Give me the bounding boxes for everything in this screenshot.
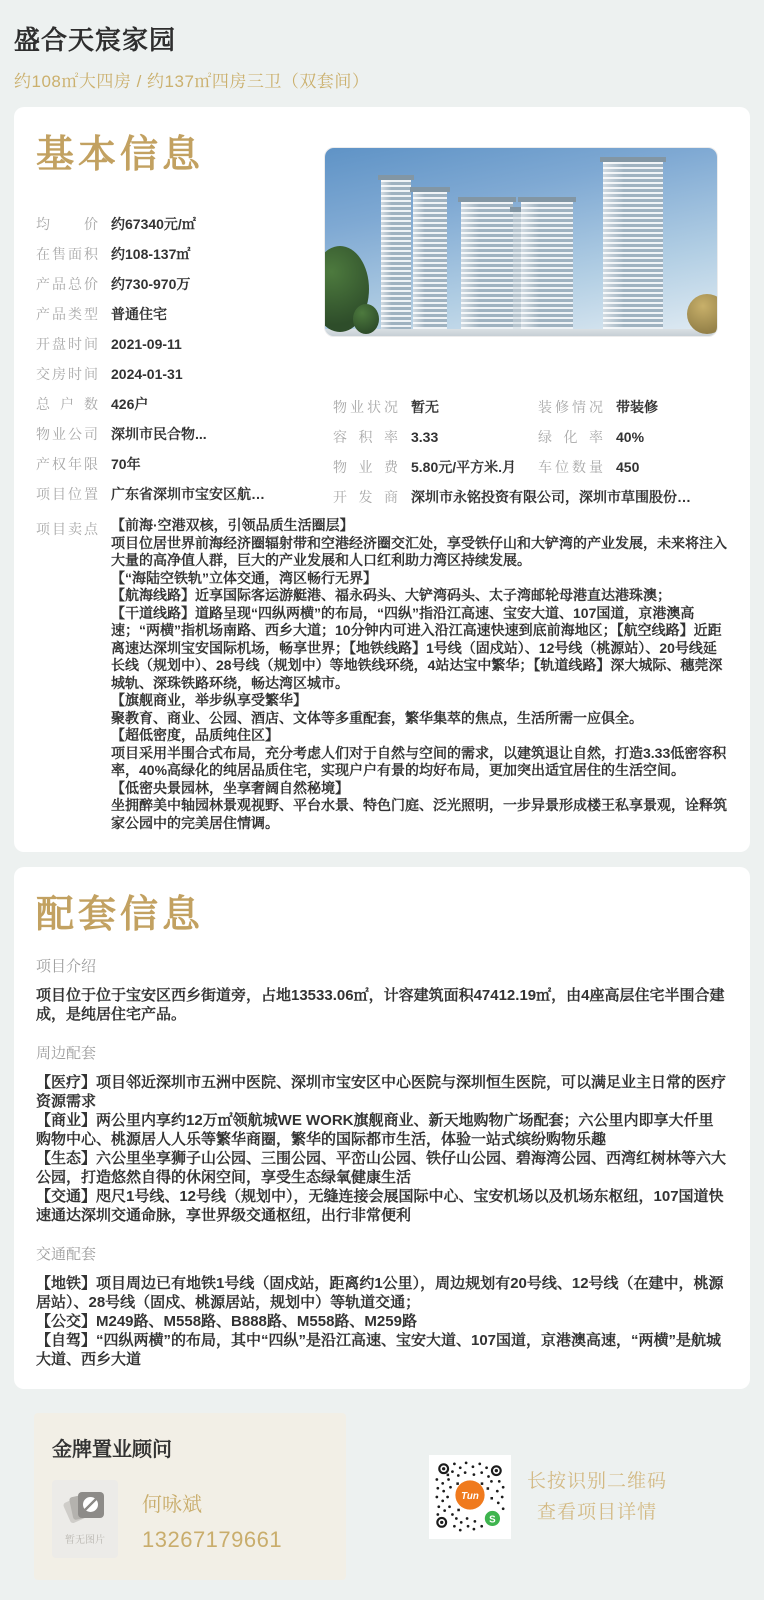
info-label: 产品总价 [36, 276, 98, 292]
selling-paragraph: 项目采用半围合式布局，充分考虑人们对于自然与空间的需求，以建筑退让自然，打造3.33低密容积率，40%高绿化的纯居品质住宅，实现户户有景的均好布局，更加突出适宜居住的生活空间。 [111, 744, 727, 778]
selling-points-text [111, 517, 728, 832]
facility-paragraph: 【交通】咫尺1号线、12号线（规划中），无缝连接会展国际中心、宝安机场以及机场东枢纽，107国道快速通达深圳交通命脉，享世界级交通枢纽，出行非常便利 [36, 1188, 724, 1224]
info-label: 总户数 [36, 396, 98, 412]
consultant-section [14, 1413, 750, 1580]
building-tower-graphic [521, 202, 573, 330]
info-row [36, 269, 336, 299]
building-tower-graphic [513, 212, 521, 330]
building-tower-graphic [413, 192, 447, 330]
info-value: 约730-970万 [111, 276, 191, 292]
selling-paragraph: 【低密央景园林，坐享奢阔自然秘境】 [111, 779, 349, 796]
info-value: 带装修 [616, 399, 658, 415]
svg-text:Tun: Tun [461, 1490, 479, 1502]
qr-code[interactable] [429, 1455, 511, 1539]
info-row [36, 209, 336, 239]
avatar [52, 1480, 118, 1558]
intro-paragraphs [36, 986, 728, 1024]
tree-graphic [353, 304, 379, 334]
facility-paragraph: 【生态】六公里坐享狮子山公园、三围公园、平峦山公园、铁仔山公园、碧海湾公园、西湾红树林等六大公园，打造悠然自得的休闲空间，享受生态绿氧健康生活 [36, 1150, 727, 1186]
info-row [36, 239, 336, 269]
selling-paragraph: 坐拥醉美中轴园林景观视野、平台水景、特色门庭、泛光照明，一步异景形成楼王私享景观，诠释筑家公园中的完美居住情调。 [111, 797, 727, 831]
info-label: 开盘时间 [36, 336, 98, 352]
developer-row [333, 482, 728, 512]
info-cell [333, 422, 538, 452]
basic-info-card [14, 107, 750, 852]
info-row [36, 419, 336, 449]
selling-paragraph: 【超低密度，品质纯住区】 [111, 727, 279, 743]
facility-paragraph: 【商业】两公里内享约12万㎡领航城WE WORK旗舰商业、新天地购物广场配套；六公里内即享大仟里购物中心、桃源居人人乐等繁华商圈，繁华的国际都市生活，体验一站式缤纷购物乐趣 [36, 1112, 714, 1148]
surroundings-paragraphs [36, 1073, 728, 1225]
facilities-heading: 配套信息 [36, 894, 205, 936]
info-cell [538, 452, 728, 482]
info-value: 3.33 [411, 429, 439, 445]
info-value: 约67340元/㎡ [111, 216, 196, 232]
info-label: 容积率 [333, 429, 398, 445]
selling-points-label: 项目卖点 [36, 521, 98, 537]
consultant-heading: 金牌置业顾问 [52, 1439, 172, 1461]
info-cell [333, 392, 538, 422]
property-photo[interactable] [324, 147, 718, 337]
info-label: 交房时间 [36, 366, 98, 382]
info-value: 450 [616, 459, 640, 475]
transport-paragraphs [36, 1274, 728, 1369]
ground-graphic [325, 329, 717, 336]
selling-paragraph: 【航海线路】近享国际客运游艇港、福永码头、大铲湾码头、太子湾邮轮母港直达港珠澳； [111, 587, 671, 603]
info-row [36, 329, 336, 359]
info-cell [333, 452, 538, 482]
facilities-card [14, 867, 750, 1389]
info-label: 物业费 [333, 459, 398, 475]
selling-paragraph: 【“海陆空铁轨”立体交通，湾区畅行无界】 [111, 569, 377, 586]
info-label: 装修情况 [538, 399, 603, 415]
info-value: 2024-01-31 [111, 366, 183, 382]
info-row [36, 359, 336, 389]
info-cell [538, 392, 728, 422]
consultant-name: 何咏斌 [142, 1494, 202, 1516]
section-label-intro: 项目介绍 [36, 958, 97, 975]
selling-points-row [36, 517, 728, 832]
info-value: 深圳市民合物... [111, 426, 207, 442]
selling-paragraph: 项目位居世界前海经济圈辐射带和空港经济圈交汇处，享受铁仔山和大铲湾的产业发展，未来将注入大量的高净值人群，巨大的产业发展和人口红利助力湾区持续发展。 [111, 534, 727, 568]
page-title: 盛合天宸家园 [14, 25, 177, 55]
page-subtitle: 约108㎡大四房 / 约137㎡四房三卫（双套间） [14, 72, 370, 91]
tree-graphic [687, 294, 718, 334]
info-value: 广东省深圳市宝安区航… [111, 486, 265, 502]
info-label: 物业公司 [36, 426, 98, 442]
no-image-icon [66, 1492, 104, 1524]
qr-caption-line2: 查看项目详情 [536, 1501, 657, 1523]
facility-paragraph: 【地铁】项目周边已有地铁1号线（固戍站，距离约1公里），周边规划有20号线、12号线（在建中，桃源居站）、28号线（固戍、桃源居站，规划中）等轨道交通； [36, 1275, 724, 1311]
selling-paragraph: 【干道线路】道路呈现“四纵两横”的布局，“四纵”指沿江高速、宝安大道、107国道，京港澳高速；“两横”指机场南路、西乡大道；10分钟内可进入沿江高速快速到底前海地区；【航空线路】近距离速达深圳宝安国际机场，畅享世界；【地铁线路】1号线（固戍站）、12号线（桃源站）、20号线延长线（规划中）、28号线（规划中）等地铁线环绕，4站达宝中繁华；【轨道线路】深大城际、穗莞深城轨、深珠铁路环绕，畅达湾区城市。 [111, 604, 723, 691]
info-value: 暂无 [411, 399, 439, 415]
consultant-card [34, 1413, 346, 1580]
info-value: 40% [616, 429, 645, 445]
info-value: 深圳市永铭投资有限公司，深圳市草围股份… [411, 489, 691, 505]
no-image-label: 暂无图片 [65, 1535, 105, 1546]
info-value: 2021-09-11 [111, 336, 182, 352]
basic-info-list [36, 209, 336, 509]
info-row [36, 389, 336, 419]
info-label: 项目位置 [36, 486, 98, 502]
facility-paragraph: 【公交】M249路、M558路、B888路、M558路、M259路 [36, 1313, 417, 1330]
facility-paragraph: 【自驾】“四纵两横”的布局，其中“四纵”是沿江高速、宝安大道、107国道，京港澳高速，“两横”是航城大道、西乡大道 [36, 1332, 722, 1368]
section-label-surroundings: 周边配套 [36, 1045, 97, 1062]
building-tower-graphic [381, 180, 411, 330]
building-tower-graphic [603, 162, 663, 330]
basic-info-heading: 基本信息 [36, 134, 205, 176]
basic-info-grid [333, 392, 728, 482]
info-row [36, 479, 336, 509]
qr-code-graphic [431, 1457, 509, 1537]
info-value: 普通住宅 [111, 306, 167, 322]
info-row [36, 449, 336, 479]
info-label: 产权年限 [36, 456, 98, 472]
info-label: 绿化率 [538, 429, 603, 445]
info-cell [538, 422, 728, 452]
qr-caption [527, 1466, 667, 1528]
info-label: 产品类型 [36, 306, 98, 322]
selling-paragraph: 【前海·空港双核，引领品质生活圈层】 [111, 517, 354, 533]
info-value: 426户 [111, 396, 149, 412]
section-label-transport: 交通配套 [36, 1246, 97, 1263]
info-value: 70年 [111, 456, 141, 472]
info-label: 均价 [36, 216, 98, 232]
info-label: 物业状况 [333, 399, 398, 415]
selling-paragraph: 【旗舰商业，举步纵享受繁华】 [111, 692, 307, 708]
info-label: 开发商 [333, 489, 398, 505]
selling-paragraph: 聚教育、商业、公园、酒店、文体等多重配套，繁华集萃的焦点，生活所需一应俱全。 [111, 709, 643, 726]
info-value: 5.80元/平方米.月 [411, 459, 517, 475]
facility-paragraph: 【医疗】项目邻近深圳市五洲中医院、深圳市宝安区中心医院与深圳恒生医院，可以满足业主日常的医疗资源需求 [36, 1074, 727, 1110]
svg-text:S: S [489, 1513, 496, 1525]
consultant-phone[interactable]: 13267179661 [142, 1527, 283, 1552]
qr-caption-line1: 长按识别二维码 [526, 1470, 667, 1492]
info-row [36, 299, 336, 329]
info-label: 车位数量 [538, 459, 603, 475]
info-label: 在售面积 [36, 246, 98, 262]
facility-paragraph: 项目位于位于宝安区西乡街道旁，占地13533.06㎡，计容建筑面积47412.19㎡，由4座高层住宅半围合建成，是纯居住宅产品。 [36, 987, 725, 1023]
building-tower-graphic [461, 202, 513, 330]
info-value: 约108-137㎡ [111, 246, 191, 262]
